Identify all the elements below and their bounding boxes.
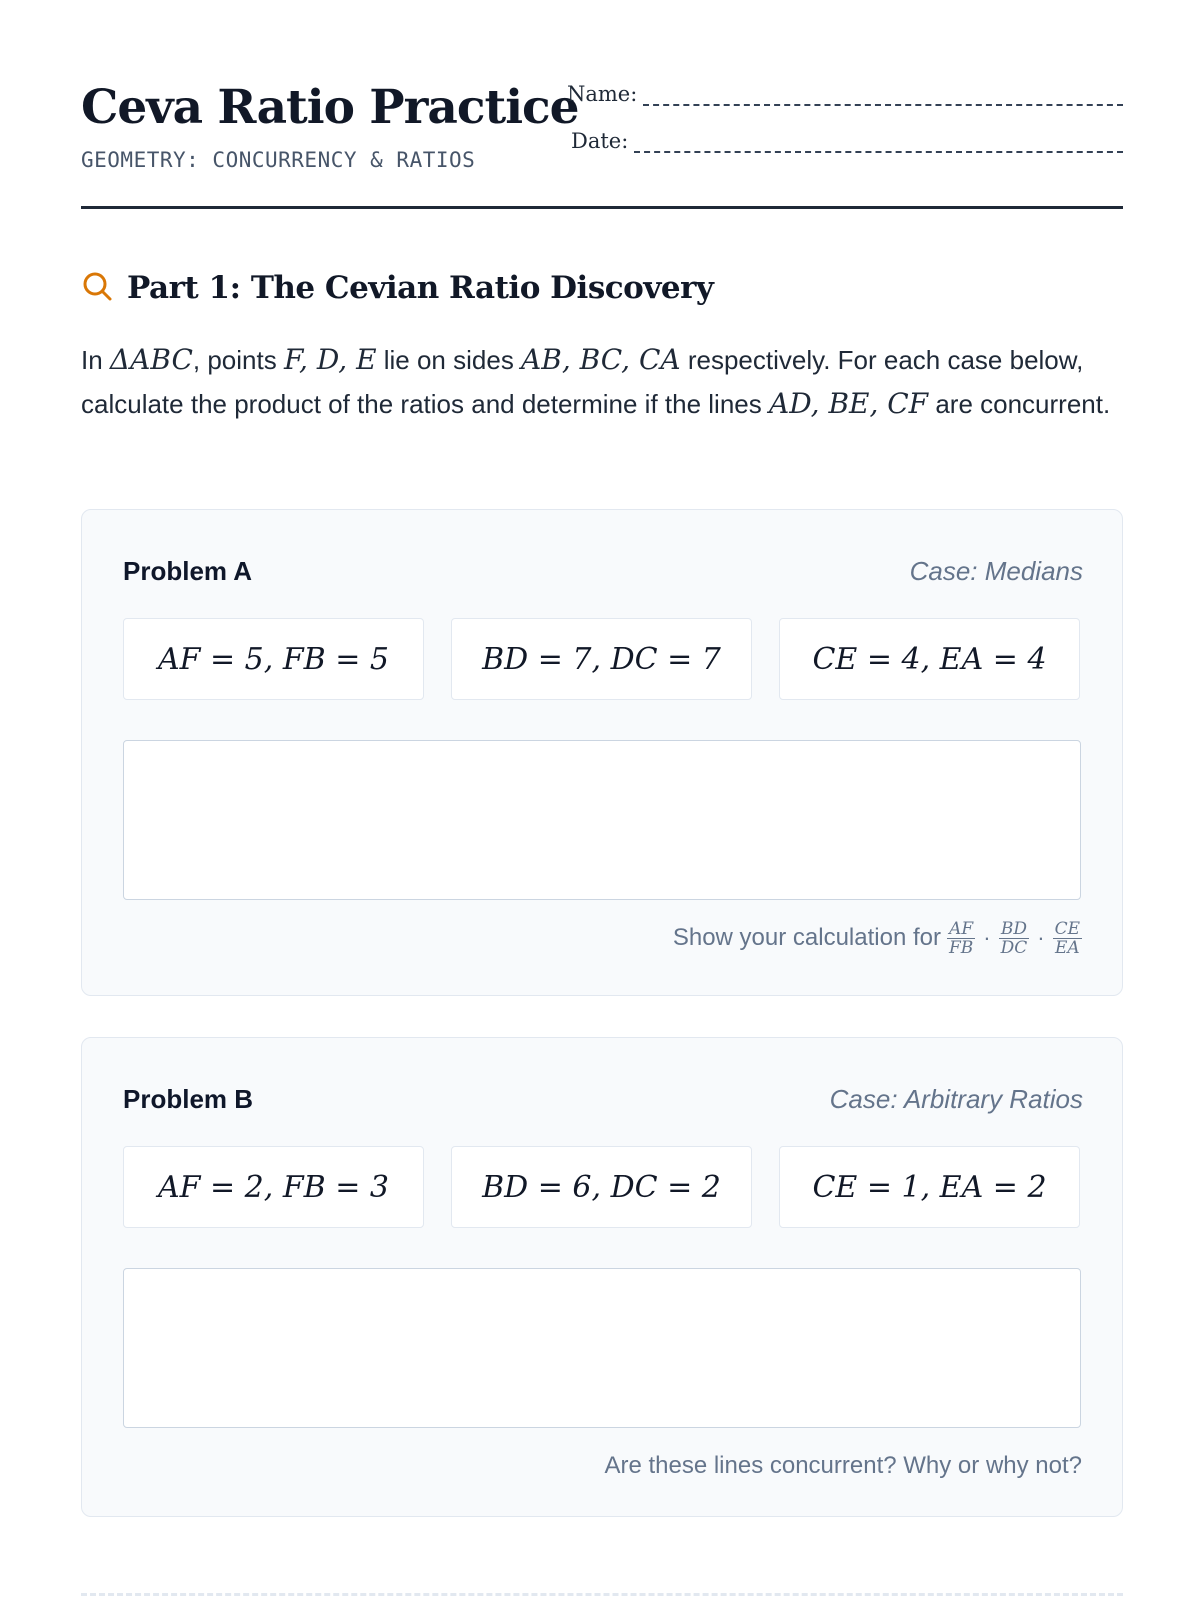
intro-text-3: lie on sides: [376, 345, 522, 375]
problem-case: Case: Arbitrary Ratios: [829, 1084, 1083, 1114]
search-icon: [81, 270, 113, 307]
problem-label: Problem B: [123, 1084, 254, 1114]
given-ce-ea: CE = 4, EA = 4: [779, 618, 1080, 700]
intro-math-points: F, D, E: [283, 343, 377, 376]
answer-box[interactable]: [123, 740, 1081, 900]
ratio-fraction: [947, 920, 975, 957]
date-field[interactable]: [571, 129, 1123, 153]
given-bd-dc: BD = 6, DC = 2: [451, 1146, 752, 1228]
header-divider: [81, 206, 1123, 209]
problem-label: Problem A: [123, 556, 253, 586]
problem-card-b: [81, 1037, 1123, 1517]
intro-text-4: respectively. For each case below, calculate the product of the ratios and determine if the lines: [81, 345, 1084, 419]
problem-case: Case: Medians: [909, 556, 1083, 586]
calculation-hint: [673, 918, 1082, 958]
concurrency-hint: Are these lines concurrent? Why or why not?: [604, 1452, 1082, 1479]
date-line[interactable]: [634, 133, 1123, 153]
page-subtitle: GEOMETRY: CONCURRENCY & RATIOS: [81, 148, 476, 172]
fraction-numerator: BD: [1000, 918, 1027, 939]
name-field[interactable]: [567, 82, 1123, 106]
intro-math-sides: AB, BC, CA: [521, 343, 681, 376]
page-break-divider: [81, 1593, 1123, 1596]
fraction-numerator: CE: [1054, 918, 1080, 939]
intro-math-lines: AD, BE, CF: [768, 387, 929, 420]
intro-text-5: are concurrent.: [928, 389, 1111, 419]
problem-card-a: [81, 509, 1123, 996]
date-label: Date:: [571, 129, 629, 153]
ratio-fraction: [999, 920, 1030, 957]
given-af-fb: AF = 5, FB = 5: [123, 618, 424, 700]
answer-box[interactable]: [123, 1268, 1081, 1428]
worksheet-header: [81, 80, 1123, 210]
given-af-fb: AF = 2, FB = 3: [123, 1146, 424, 1228]
intro-paragraph: [81, 338, 1123, 426]
multiply-dot: ·: [1037, 925, 1045, 950]
fraction-denominator: DC: [1000, 937, 1028, 958]
name-line[interactable]: [643, 86, 1123, 106]
fraction-denominator: EA: [1054, 937, 1080, 958]
fraction-denominator: FB: [948, 937, 974, 958]
hint-text: Show your calculation for: [672, 924, 941, 951]
given-bd-dc: BD = 7, DC = 7: [451, 618, 752, 700]
ratio-fraction: [1053, 920, 1082, 957]
intro-text-2: , points: [192, 345, 284, 375]
section-heading: [81, 266, 713, 310]
name-label: Name:: [567, 82, 638, 106]
page-title: Ceva Ratio Practice: [81, 80, 579, 135]
intro-text-1: In: [81, 345, 110, 375]
fraction-numerator: AF: [949, 918, 974, 939]
section-title: Part 1: The Cevian Ratio Discovery: [127, 270, 714, 306]
intro-math-triangle: ΔABC: [109, 343, 193, 376]
given-ce-ea: CE = 1, EA = 2: [779, 1146, 1080, 1228]
multiply-dot: ·: [983, 925, 991, 950]
